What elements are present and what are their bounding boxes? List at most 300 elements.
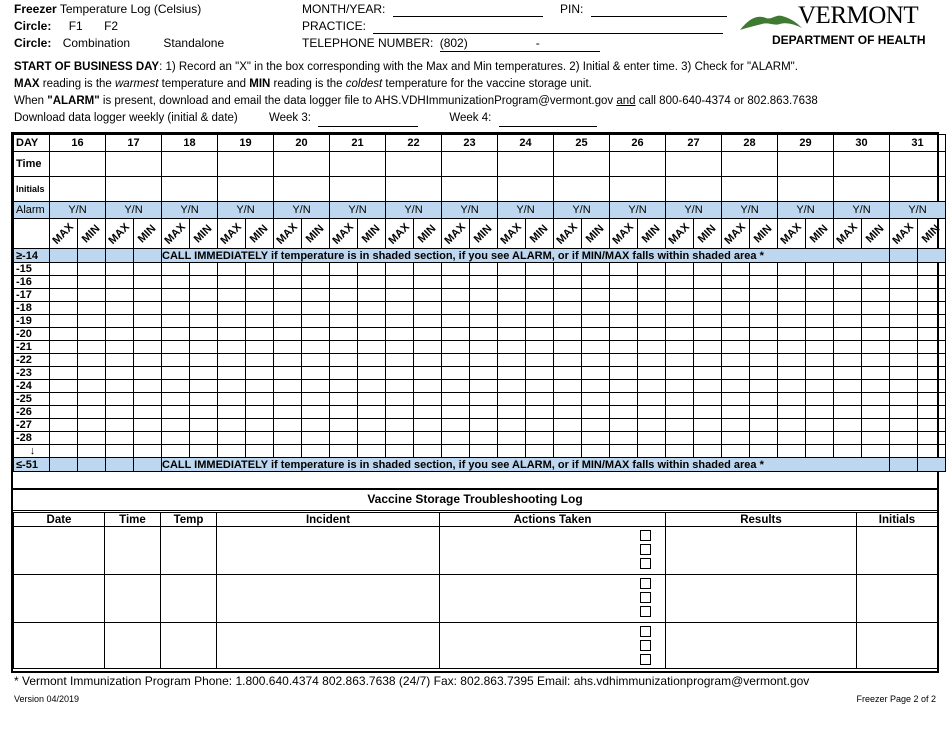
max-temp-cell[interactable] xyxy=(442,406,470,419)
min-temp-cell[interactable] xyxy=(806,393,834,406)
min-temp-cell[interactable] xyxy=(78,432,106,445)
min-temp-cell[interactable] xyxy=(806,315,834,328)
initials-cell[interactable] xyxy=(218,177,274,202)
alarm-yn-cell[interactable]: Y/N xyxy=(834,202,890,219)
max-temp-cell[interactable] xyxy=(274,315,302,328)
min-temp-cell[interactable] xyxy=(750,328,778,341)
max-temp-cell[interactable] xyxy=(218,276,246,289)
min-temp-cell[interactable] xyxy=(470,380,498,393)
max-temp-cell[interactable] xyxy=(666,328,694,341)
max-temp-cell[interactable] xyxy=(442,302,470,315)
min-temp-cell[interactable] xyxy=(526,380,554,393)
troubleshooting-cell[interactable] xyxy=(440,527,666,575)
max-temp-cell[interactable] xyxy=(778,445,806,458)
min-temp-cell[interactable] xyxy=(302,341,330,354)
min-temp-cell[interactable] xyxy=(134,302,162,315)
min-temp-cell[interactable] xyxy=(78,406,106,419)
max-temp-cell[interactable] xyxy=(890,276,918,289)
max-temp-cell[interactable] xyxy=(498,445,526,458)
min-temp-cell[interactable] xyxy=(750,380,778,393)
time-cell[interactable] xyxy=(498,152,554,177)
time-cell[interactable] xyxy=(274,152,330,177)
max-temp-cell[interactable] xyxy=(554,380,582,393)
alarm-yn-cell[interactable]: Y/N xyxy=(106,202,162,219)
max-temp-cell[interactable] xyxy=(330,315,358,328)
max-temp-cell[interactable] xyxy=(162,354,190,367)
min-temp-cell[interactable] xyxy=(638,328,666,341)
max-temp-cell[interactable] xyxy=(778,406,806,419)
max-temp-cell[interactable] xyxy=(610,380,638,393)
max-temp-cell[interactable] xyxy=(554,276,582,289)
alarm-yn-cell[interactable]: Y/N xyxy=(498,202,554,219)
max-temp-cell[interactable] xyxy=(610,406,638,419)
min-temp-cell[interactable] xyxy=(694,380,722,393)
shaded-cell[interactable] xyxy=(134,458,162,472)
min-temp-cell[interactable] xyxy=(862,276,890,289)
max-temp-cell[interactable] xyxy=(330,276,358,289)
min-temp-cell[interactable] xyxy=(246,263,274,276)
max-temp-cell[interactable] xyxy=(330,406,358,419)
min-temp-cell[interactable] xyxy=(358,341,386,354)
initials-cell[interactable] xyxy=(442,177,498,202)
min-temp-cell[interactable] xyxy=(78,354,106,367)
max-temp-cell[interactable] xyxy=(162,432,190,445)
min-temp-cell[interactable] xyxy=(470,302,498,315)
min-temp-cell[interactable] xyxy=(638,302,666,315)
max-temp-cell[interactable] xyxy=(442,315,470,328)
min-temp-cell[interactable] xyxy=(414,419,442,432)
troubleshooting-cell[interactable] xyxy=(857,575,938,623)
min-temp-cell[interactable] xyxy=(78,341,106,354)
max-temp-cell[interactable] xyxy=(442,445,470,458)
alarm-yn-cell[interactable]: Y/N xyxy=(162,202,218,219)
max-temp-cell[interactable] xyxy=(162,419,190,432)
min-temp-cell[interactable] xyxy=(358,328,386,341)
max-temp-cell[interactable] xyxy=(442,328,470,341)
min-temp-cell[interactable] xyxy=(862,289,890,302)
min-temp-cell[interactable] xyxy=(694,354,722,367)
min-temp-cell[interactable] xyxy=(526,276,554,289)
max-temp-cell[interactable] xyxy=(554,367,582,380)
min-temp-cell[interactable] xyxy=(414,276,442,289)
alarm-yn-cell[interactable]: Y/N xyxy=(610,202,666,219)
max-temp-cell[interactable] xyxy=(162,380,190,393)
min-temp-cell[interactable] xyxy=(358,302,386,315)
alarm-yn-cell[interactable]: Y/N xyxy=(666,202,722,219)
min-temp-cell[interactable] xyxy=(862,367,890,380)
min-temp-cell[interactable] xyxy=(190,328,218,341)
min-temp-cell[interactable] xyxy=(582,354,610,367)
min-temp-cell[interactable] xyxy=(302,393,330,406)
max-temp-cell[interactable] xyxy=(834,432,862,445)
min-temp-cell[interactable] xyxy=(638,445,666,458)
action-checkbox[interactable] xyxy=(640,558,651,569)
max-temp-cell[interactable] xyxy=(442,354,470,367)
min-temp-cell[interactable] xyxy=(862,315,890,328)
max-temp-cell[interactable] xyxy=(834,406,862,419)
min-temp-cell[interactable] xyxy=(302,432,330,445)
max-temp-cell[interactable] xyxy=(218,445,246,458)
min-temp-cell[interactable] xyxy=(134,263,162,276)
max-temp-cell[interactable] xyxy=(330,328,358,341)
max-temp-cell[interactable] xyxy=(50,354,78,367)
min-temp-cell[interactable] xyxy=(78,276,106,289)
min-temp-cell[interactable] xyxy=(918,302,946,315)
min-temp-cell[interactable] xyxy=(526,328,554,341)
initials-cell[interactable] xyxy=(554,177,610,202)
month-year-field[interactable] xyxy=(393,4,543,17)
min-temp-cell[interactable] xyxy=(526,419,554,432)
max-temp-cell[interactable] xyxy=(330,341,358,354)
time-cell[interactable] xyxy=(890,152,946,177)
max-temp-cell[interactable] xyxy=(778,341,806,354)
max-temp-cell[interactable] xyxy=(722,354,750,367)
min-temp-cell[interactable] xyxy=(862,393,890,406)
min-temp-cell[interactable] xyxy=(750,341,778,354)
min-temp-cell[interactable] xyxy=(638,341,666,354)
initials-cell[interactable] xyxy=(106,177,162,202)
min-temp-cell[interactable] xyxy=(134,354,162,367)
action-checkbox[interactable] xyxy=(640,544,651,555)
min-temp-cell[interactable] xyxy=(694,406,722,419)
alarm-yn-cell[interactable]: Y/N xyxy=(50,202,106,219)
max-temp-cell[interactable] xyxy=(386,445,414,458)
max-temp-cell[interactable] xyxy=(610,263,638,276)
min-temp-cell[interactable] xyxy=(918,406,946,419)
max-temp-cell[interactable] xyxy=(610,276,638,289)
max-temp-cell[interactable] xyxy=(274,354,302,367)
min-temp-cell[interactable] xyxy=(806,419,834,432)
time-cell[interactable] xyxy=(50,152,106,177)
time-cell[interactable] xyxy=(834,152,890,177)
max-temp-cell[interactable] xyxy=(218,367,246,380)
min-temp-cell[interactable] xyxy=(582,276,610,289)
min-temp-cell[interactable] xyxy=(918,263,946,276)
max-temp-cell[interactable] xyxy=(274,367,302,380)
alarm-yn-cell[interactable]: Y/N xyxy=(442,202,498,219)
max-temp-cell[interactable] xyxy=(386,419,414,432)
max-temp-cell[interactable] xyxy=(610,354,638,367)
min-temp-cell[interactable] xyxy=(190,406,218,419)
min-temp-cell[interactable] xyxy=(246,380,274,393)
max-temp-cell[interactable] xyxy=(386,393,414,406)
max-temp-cell[interactable] xyxy=(386,302,414,315)
max-temp-cell[interactable] xyxy=(554,302,582,315)
min-temp-cell[interactable] xyxy=(806,289,834,302)
min-temp-cell[interactable] xyxy=(302,354,330,367)
min-temp-cell[interactable] xyxy=(638,315,666,328)
min-temp-cell[interactable] xyxy=(918,354,946,367)
min-temp-cell[interactable] xyxy=(246,315,274,328)
max-temp-cell[interactable] xyxy=(218,263,246,276)
min-temp-cell[interactable] xyxy=(78,380,106,393)
max-temp-cell[interactable] xyxy=(50,380,78,393)
troubleshooting-cell[interactable] xyxy=(440,575,666,623)
min-temp-cell[interactable] xyxy=(190,367,218,380)
time-cell[interactable] xyxy=(330,152,386,177)
max-temp-cell[interactable] xyxy=(218,341,246,354)
max-temp-cell[interactable] xyxy=(554,263,582,276)
max-temp-cell[interactable] xyxy=(722,328,750,341)
min-temp-cell[interactable] xyxy=(694,328,722,341)
initials-cell[interactable] xyxy=(386,177,442,202)
max-temp-cell[interactable] xyxy=(442,341,470,354)
min-temp-cell[interactable] xyxy=(862,419,890,432)
max-temp-cell[interactable] xyxy=(498,302,526,315)
min-temp-cell[interactable] xyxy=(694,393,722,406)
initials-cell[interactable] xyxy=(330,177,386,202)
max-temp-cell[interactable] xyxy=(778,432,806,445)
max-temp-cell[interactable] xyxy=(554,445,582,458)
troubleshooting-cell[interactable] xyxy=(217,575,440,623)
min-temp-cell[interactable] xyxy=(918,393,946,406)
min-temp-cell[interactable] xyxy=(806,380,834,393)
min-temp-cell[interactable] xyxy=(358,419,386,432)
max-temp-cell[interactable] xyxy=(442,432,470,445)
max-temp-cell[interactable] xyxy=(330,393,358,406)
max-temp-cell[interactable] xyxy=(50,341,78,354)
action-checkbox[interactable] xyxy=(640,606,651,617)
max-temp-cell[interactable] xyxy=(834,367,862,380)
max-temp-cell[interactable] xyxy=(330,263,358,276)
min-temp-cell[interactable] xyxy=(918,315,946,328)
min-temp-cell[interactable] xyxy=(358,289,386,302)
max-temp-cell[interactable] xyxy=(890,393,918,406)
max-temp-cell[interactable] xyxy=(218,302,246,315)
min-temp-cell[interactable] xyxy=(190,289,218,302)
troubleshooting-cell[interactable] xyxy=(217,623,440,669)
min-temp-cell[interactable] xyxy=(582,302,610,315)
max-temp-cell[interactable] xyxy=(218,432,246,445)
action-checkbox[interactable] xyxy=(640,592,651,603)
action-checkbox[interactable] xyxy=(640,530,651,541)
min-temp-cell[interactable] xyxy=(358,367,386,380)
max-temp-cell[interactable] xyxy=(890,380,918,393)
max-temp-cell[interactable] xyxy=(666,367,694,380)
max-temp-cell[interactable] xyxy=(330,302,358,315)
min-temp-cell[interactable] xyxy=(694,432,722,445)
min-temp-cell[interactable] xyxy=(582,406,610,419)
min-temp-cell[interactable] xyxy=(582,393,610,406)
initials-cell[interactable] xyxy=(722,177,778,202)
action-checkbox[interactable] xyxy=(640,578,651,589)
max-temp-cell[interactable] xyxy=(218,328,246,341)
max-temp-cell[interactable] xyxy=(386,328,414,341)
max-temp-cell[interactable] xyxy=(386,263,414,276)
max-temp-cell[interactable] xyxy=(106,289,134,302)
initials-cell[interactable] xyxy=(890,177,946,202)
min-temp-cell[interactable] xyxy=(694,419,722,432)
max-temp-cell[interactable] xyxy=(106,302,134,315)
min-temp-cell[interactable] xyxy=(134,289,162,302)
time-cell[interactable] xyxy=(722,152,778,177)
min-temp-cell[interactable] xyxy=(582,380,610,393)
max-temp-cell[interactable] xyxy=(498,315,526,328)
max-temp-cell[interactable] xyxy=(218,289,246,302)
max-temp-cell[interactable] xyxy=(274,289,302,302)
time-cell[interactable] xyxy=(218,152,274,177)
max-temp-cell[interactable] xyxy=(106,419,134,432)
min-temp-cell[interactable] xyxy=(526,367,554,380)
time-cell[interactable] xyxy=(386,152,442,177)
practice-field[interactable] xyxy=(373,21,723,34)
max-temp-cell[interactable] xyxy=(834,276,862,289)
min-temp-cell[interactable] xyxy=(78,263,106,276)
min-temp-cell[interactable] xyxy=(246,289,274,302)
shaded-cell[interactable] xyxy=(134,249,162,263)
min-temp-cell[interactable] xyxy=(918,328,946,341)
min-temp-cell[interactable] xyxy=(414,380,442,393)
max-temp-cell[interactable] xyxy=(386,341,414,354)
min-temp-cell[interactable] xyxy=(862,302,890,315)
min-temp-cell[interactable] xyxy=(134,393,162,406)
max-temp-cell[interactable] xyxy=(610,302,638,315)
max-temp-cell[interactable] xyxy=(834,289,862,302)
min-temp-cell[interactable] xyxy=(190,432,218,445)
max-temp-cell[interactable] xyxy=(722,380,750,393)
min-temp-cell[interactable] xyxy=(806,367,834,380)
max-temp-cell[interactable] xyxy=(498,419,526,432)
max-temp-cell[interactable] xyxy=(610,367,638,380)
max-temp-cell[interactable] xyxy=(554,354,582,367)
min-temp-cell[interactable] xyxy=(246,341,274,354)
min-temp-cell[interactable] xyxy=(582,263,610,276)
max-temp-cell[interactable] xyxy=(386,432,414,445)
max-temp-cell[interactable] xyxy=(386,276,414,289)
min-temp-cell[interactable] xyxy=(694,276,722,289)
min-temp-cell[interactable] xyxy=(638,432,666,445)
min-temp-cell[interactable] xyxy=(190,263,218,276)
min-temp-cell[interactable] xyxy=(918,367,946,380)
option-standalone[interactable]: Standalone xyxy=(163,36,225,50)
min-temp-cell[interactable] xyxy=(750,263,778,276)
max-temp-cell[interactable] xyxy=(274,302,302,315)
min-temp-cell[interactable] xyxy=(526,354,554,367)
max-temp-cell[interactable] xyxy=(834,341,862,354)
max-temp-cell[interactable] xyxy=(778,315,806,328)
shaded-cell[interactable] xyxy=(106,458,134,472)
min-temp-cell[interactable] xyxy=(414,289,442,302)
action-checkbox[interactable] xyxy=(640,654,651,665)
max-temp-cell[interactable] xyxy=(610,341,638,354)
max-temp-cell[interactable] xyxy=(890,406,918,419)
max-temp-cell[interactable] xyxy=(330,380,358,393)
max-temp-cell[interactable] xyxy=(722,367,750,380)
max-temp-cell[interactable] xyxy=(218,406,246,419)
shaded-cell[interactable] xyxy=(918,249,946,263)
min-temp-cell[interactable] xyxy=(806,432,834,445)
min-temp-cell[interactable] xyxy=(414,315,442,328)
max-temp-cell[interactable] xyxy=(722,445,750,458)
max-temp-cell[interactable] xyxy=(162,393,190,406)
min-temp-cell[interactable] xyxy=(134,315,162,328)
min-temp-cell[interactable] xyxy=(806,341,834,354)
shaded-cell[interactable] xyxy=(50,458,78,472)
max-temp-cell[interactable] xyxy=(722,406,750,419)
max-temp-cell[interactable] xyxy=(106,354,134,367)
min-temp-cell[interactable] xyxy=(526,341,554,354)
min-temp-cell[interactable] xyxy=(638,289,666,302)
min-temp-cell[interactable] xyxy=(470,341,498,354)
min-temp-cell[interactable] xyxy=(750,354,778,367)
max-temp-cell[interactable] xyxy=(890,302,918,315)
max-temp-cell[interactable] xyxy=(218,419,246,432)
min-temp-cell[interactable] xyxy=(582,432,610,445)
initials-cell[interactable] xyxy=(778,177,834,202)
max-temp-cell[interactable] xyxy=(442,380,470,393)
max-temp-cell[interactable] xyxy=(890,289,918,302)
max-temp-cell[interactable] xyxy=(890,445,918,458)
max-temp-cell[interactable] xyxy=(778,302,806,315)
shaded-cell[interactable] xyxy=(918,458,946,472)
max-temp-cell[interactable] xyxy=(162,406,190,419)
min-temp-cell[interactable] xyxy=(302,445,330,458)
initials-cell[interactable] xyxy=(834,177,890,202)
initials-cell[interactable] xyxy=(274,177,330,202)
max-temp-cell[interactable] xyxy=(106,341,134,354)
min-temp-cell[interactable] xyxy=(470,432,498,445)
max-temp-cell[interactable] xyxy=(162,263,190,276)
max-temp-cell[interactable] xyxy=(722,302,750,315)
min-temp-cell[interactable] xyxy=(190,393,218,406)
min-temp-cell[interactable] xyxy=(470,393,498,406)
time-cell[interactable] xyxy=(610,152,666,177)
max-temp-cell[interactable] xyxy=(722,315,750,328)
min-temp-cell[interactable] xyxy=(582,367,610,380)
troubleshooting-cell[interactable] xyxy=(14,623,105,669)
min-temp-cell[interactable] xyxy=(862,341,890,354)
troubleshooting-cell[interactable] xyxy=(105,527,161,575)
min-temp-cell[interactable] xyxy=(526,263,554,276)
min-temp-cell[interactable] xyxy=(414,393,442,406)
max-temp-cell[interactable] xyxy=(890,263,918,276)
max-temp-cell[interactable] xyxy=(778,289,806,302)
max-temp-cell[interactable] xyxy=(834,380,862,393)
max-temp-cell[interactable] xyxy=(666,393,694,406)
min-temp-cell[interactable] xyxy=(918,419,946,432)
min-temp-cell[interactable] xyxy=(470,406,498,419)
min-temp-cell[interactable] xyxy=(694,367,722,380)
week3-field[interactable] xyxy=(318,114,418,127)
troubleshooting-cell[interactable] xyxy=(440,623,666,669)
time-cell[interactable] xyxy=(162,152,218,177)
max-temp-cell[interactable] xyxy=(554,406,582,419)
max-temp-cell[interactable] xyxy=(498,328,526,341)
max-temp-cell[interactable] xyxy=(722,263,750,276)
max-temp-cell[interactable] xyxy=(778,354,806,367)
min-temp-cell[interactable] xyxy=(582,445,610,458)
max-temp-cell[interactable] xyxy=(610,315,638,328)
min-temp-cell[interactable] xyxy=(918,289,946,302)
max-temp-cell[interactable] xyxy=(106,276,134,289)
max-temp-cell[interactable] xyxy=(722,289,750,302)
min-temp-cell[interactable] xyxy=(806,302,834,315)
min-temp-cell[interactable] xyxy=(694,263,722,276)
max-temp-cell[interactable] xyxy=(274,445,302,458)
min-temp-cell[interactable] xyxy=(190,354,218,367)
shaded-cell[interactable] xyxy=(106,249,134,263)
min-temp-cell[interactable] xyxy=(694,289,722,302)
min-temp-cell[interactable] xyxy=(638,380,666,393)
max-temp-cell[interactable] xyxy=(50,263,78,276)
max-temp-cell[interactable] xyxy=(554,432,582,445)
max-temp-cell[interactable] xyxy=(554,419,582,432)
max-temp-cell[interactable] xyxy=(386,315,414,328)
min-temp-cell[interactable] xyxy=(750,367,778,380)
min-temp-cell[interactable] xyxy=(638,393,666,406)
max-temp-cell[interactable] xyxy=(162,445,190,458)
max-temp-cell[interactable] xyxy=(666,315,694,328)
